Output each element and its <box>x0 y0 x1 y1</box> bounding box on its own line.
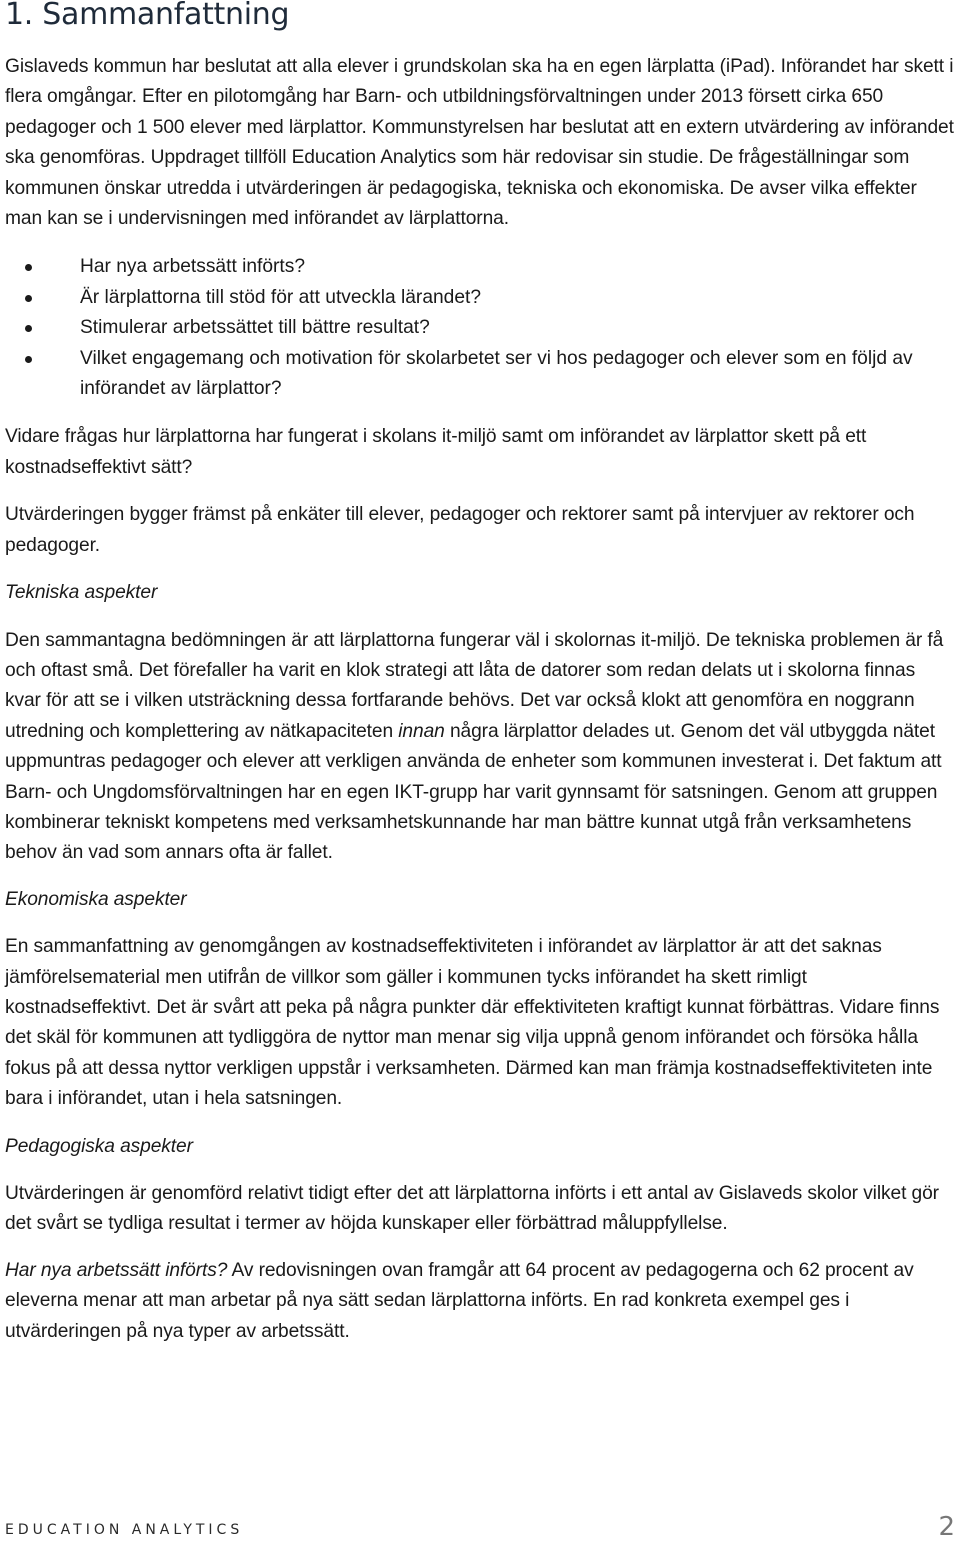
it-paragraph: Vidare frågas hur lärplattorna har fungerat i skolans it-miljö samt om införandet av lärplattor skett på ett kostnadseffektivt sätt? <box>5 426 867 478</box>
question-list <box>5 252 955 404</box>
page-number: 2 <box>938 1512 955 1542</box>
intro-paragraph: Gislaveds kommun har beslutat att alla elever i grundskolan ska ha en egen lärplatta (iPad). Införandet har skett i flera omgångar. Efter en pilotomgång har Barn- och utbildningsförvaltningen under 2013 försett cirka 650 pedagoger och 1 500 elever med lärplattor. Kommunstyrelsen har beslutat att en extern utvärdering av införandet ska genomföras. Uppdraget tillföll Education Analytics som här redovisar sin studie. De frågeställningar som kommunen önskar utredda i utvärderingen är pedagogiska, tekniska och ekonomiska. De avser vilka effekter man kan se i undervisningen med införandet av lärplattorna. <box>5 56 954 230</box>
list-item: Stimulerar arbetssättet till bättre resultat? <box>5 313 955 343</box>
footer-brand-logo: EDUCATION ANALYTICS <box>5 1522 244 1538</box>
section-heading-econ: Ekonomiska aspekter <box>5 888 187 910</box>
bullet-icon <box>25 356 32 363</box>
tech-paragraph: Den sammantagna bedömningen är att lärplattorna fungerar väl i skolornas it-miljö. De tekniska problemen är få och oftast små. Det förefaller ha varit en klok strategi att låta de datorer som redan delats ut i skolorna finnas kvar för att se i vilken utsträckning dessa fortfarande behövs. Det var också klokt att genomföra en noggrann utredning och komplettering av nätkapaciteten innan några lärplattor delades ut. Genom det väl utbyggda nätet uppmuntras pedagoger och elever att verkligen använda de enheter som kommunen investerat i. Det faktum att Barn- och Ungdomsförvaltningen har en egen IKT-grupp har varit gynnsamt för satsningen. Genom att gruppen kombinerar tekniskt kompetens med verksamhetskunnande har man bättre kunnat utgå från verksamhetens behov än vad som annars ofta är fallet. <box>5 629 944 864</box>
ped-paragraph: Utvärderingen är genomförd relativt tidigt efter det att lärplattorna införts i ett antal av Gislaveds skolor vilket gör det svårt se tydliga resultat i termer av höjda kunskaper eller förbättrad måluppfyllelse. <box>5 1183 939 1235</box>
list-item: Är lärplattorna till stöd för att utveckla lärandet? <box>5 283 955 313</box>
bullet-icon <box>25 295 32 302</box>
list-item: Vilket engagemang och motivation för skolarbetet ser vi hos pedagoger och elever som en följd av införandet av lärplattor? <box>5 344 955 405</box>
bullet-icon <box>25 264 32 271</box>
bullet-icon <box>25 325 32 332</box>
section-heading-ped: Pedagogiska aspekter <box>5 1135 193 1157</box>
econ-paragraph: En sammanfattning av genomgången av kostnadseffektiviteten i införandet av lärplattor är att det saknas jämförelsematerial men utifrån de villkor som gäller i kommunen tycks införandet ha skett rimligt kostnadseffektivt. Det är svårt att peka på några punkter där effektiviteten kraftigt kunnat förbättras. Vidare finns det skäl för kommunen att tydliggöra de nyttor man menar sig vilja uppnå genom införandet och försöka hålla fokus på att dessa nyttor verkligen uppstår i verksamheten. Därmed kan man främja kostnadseffektiviteten inte bara i införandet, utan i hela satsningen. <box>5 936 940 1110</box>
page-title: 1. Sammanfattning <box>5 0 290 32</box>
ped-paragraph-2: Har nya arbetssätt införts? Av redovisningen ovan framgår att 64 procent av pedagogerna och 62 procent av eleverna menar att man arbetar på nya sätt sedan lärplattorna införts. En rad konkreta exempel ges i utvärderingen på nya typer av arbetssätt. <box>5 1259 914 1342</box>
list-item: Har nya arbetssätt införts? <box>5 252 955 282</box>
section-heading-tech: Tekniska aspekter <box>5 582 158 604</box>
method-paragraph: Utvärderingen bygger främst på enkäter till elever, pedagoger och rektorer samt på intervjuer av rektorer och pedagoger. <box>5 504 915 556</box>
document-page <box>5 0 955 1347</box>
